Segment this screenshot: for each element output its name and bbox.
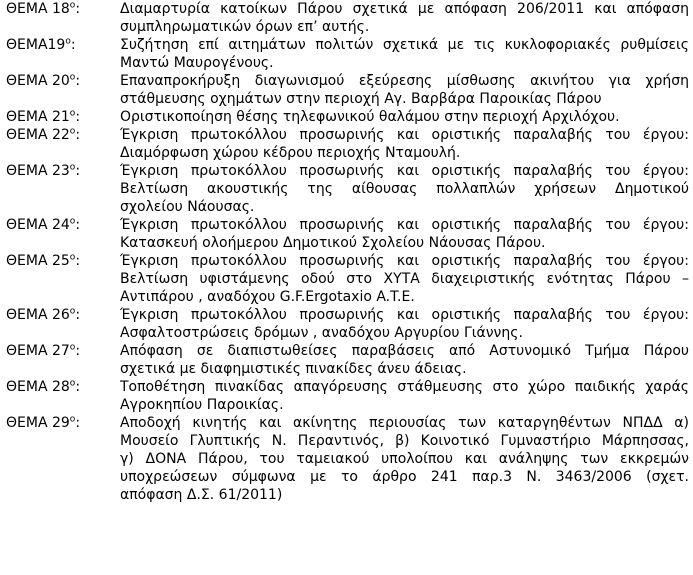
agenda-item	[6, 216, 689, 252]
item-number: ΘΕΜΑ 29	[6, 415, 70, 431]
label-colon: :	[75, 415, 81, 431]
item-number: ΘΕΜΑ19	[6, 37, 66, 53]
description-line: Μαντώ Μαυρογένους.	[120, 55, 274, 71]
description-line: Έγκριση πρωτοκόλλου προσωρινής και οριστικής παραλαβής του έργου:	[120, 217, 689, 233]
description-line: Διαμόρφωση χώρου κέδρου περιοχής Νταμουλή.	[120, 145, 461, 161]
description-line: Έγκριση πρωτοκόλλου προσωρινής και οριστικής παραλαβής του έργου:	[120, 253, 689, 269]
label-colon: :	[75, 379, 81, 395]
item-number: ΘΕΜΑ 27	[6, 343, 70, 359]
item-description	[120, 72, 689, 108]
item-label	[6, 252, 120, 270]
description-line: Βελτίωση ακουστικής της αίθουσας πολλαπλών χρήσεων Δημοτικού	[120, 181, 689, 197]
ordinal-marker: ο	[69, 72, 76, 83]
label-colon: :	[75, 217, 81, 233]
item-description	[120, 126, 689, 162]
ordinal-marker: ο	[69, 252, 76, 263]
description-line: Κατασκευή ολοήμερου Δημοτικού Σχολείου Νάουσας Πάρου.	[120, 235, 546, 251]
item-number: ΘΕΜΑ 21	[6, 109, 70, 125]
agenda-item	[6, 306, 689, 342]
description-line: Διαμαρτυρία κατοίκων Πάρου σχετικά με απόφαση 206/2011 και απόφαση	[120, 1, 689, 17]
item-label	[6, 36, 120, 54]
description-line: Αποδοχή κινητής και ακίνητης περιουσίας των καταργηθέντων ΝΠΔΔ α)	[120, 415, 689, 431]
agenda-item	[6, 414, 689, 504]
description-line: Μουσείο Γλυπτικής Ν. Περαντινός, β) Κοινοτικό Γυμναστήριο Μάρπησσας,	[120, 433, 689, 449]
item-description	[120, 162, 689, 216]
item-description	[120, 414, 689, 504]
label-colon: :	[75, 253, 81, 269]
description-line: Επαναπροκήρυξη διαγωνισμού εξεύρεσης μίσθωσης ακινήτου για χρήση	[120, 73, 689, 89]
description-line: Βελτίωση υφιστάμενης οδού στο ΧΥΤΑ διαχειριστικής ενότητας Πάρου –	[120, 271, 689, 287]
item-number: ΘΕΜΑ 25	[6, 253, 70, 269]
item-number: ΘΕΜΑ 26	[6, 307, 70, 323]
item-number: ΘΕΜΑ 22	[6, 127, 70, 143]
item-description	[120, 108, 689, 126]
item-number: ΘΕΜΑ 23	[6, 163, 70, 179]
label-colon: :	[75, 343, 81, 359]
description-line: Αγροκηπίου Παροικίας.	[120, 397, 284, 413]
label-colon: :	[75, 307, 81, 323]
item-label	[6, 162, 120, 180]
agenda-item	[6, 162, 689, 216]
ordinal-marker: ο	[65, 36, 71, 47]
item-description	[120, 252, 689, 306]
description-line: Έγκριση πρωτοκόλλου προσωρινής και οριστικής παραλαβής του έργου:	[120, 163, 689, 179]
agenda-item	[6, 0, 689, 36]
description-line: απόφαση Δ.Σ. 61/2011)	[120, 487, 283, 503]
item-description	[120, 0, 689, 36]
label-colon: :	[75, 73, 81, 89]
label-colon: :	[75, 109, 81, 125]
item-label	[6, 306, 120, 324]
ordinal-marker: ο	[69, 126, 76, 137]
item-description	[120, 36, 689, 72]
item-number: ΘΕΜΑ 28	[6, 379, 70, 395]
agenda-item	[6, 36, 689, 72]
description-line: συμπληρωματικών όρων επ’ αυτής.	[120, 19, 370, 35]
agenda-item	[6, 72, 689, 108]
item-label	[6, 108, 120, 126]
description-line: Συζήτηση επί αιτημάτων πολιτών σχετικά με τις κυκλοφοριακές ρυθμίσεις	[120, 37, 689, 53]
agenda-list	[6, 0, 689, 504]
agenda-item	[6, 252, 689, 306]
description-line: υποχρεώσεων σύμφωνα με το άρθρο 241 παρ.3 Ν. 3463/2006 (σχετ.	[120, 469, 689, 485]
ordinal-marker: ο	[69, 216, 76, 227]
item-number: ΘΕΜΑ 20	[6, 73, 70, 89]
description-line: σχολείου Νάουσας.	[120, 199, 255, 215]
item-label	[6, 378, 120, 396]
item-label	[6, 414, 120, 432]
agenda-item	[6, 126, 689, 162]
description-line: Αντιπάρου , αναδόχου G.F.Ergotaxio A.T.E.	[120, 289, 415, 305]
description-line: Απόφαση σε διαπιστωθείσες παραβάσεις από Αστυνομικό Τμήμα Πάρου	[120, 343, 689, 359]
ordinal-marker: ο	[69, 342, 76, 353]
description-line: Έγκριση πρωτοκόλλου προσωρινής και οριστικής παραλαβής του έργου:	[120, 307, 689, 323]
label-colon: :	[75, 1, 81, 17]
label-colon: :	[75, 163, 81, 179]
ordinal-marker: ο	[69, 414, 76, 425]
description-line: Ασφαλτοστρώσεις δρόμων , αναδόχου Αργυρίου Γιάννης.	[120, 325, 523, 341]
item-label	[6, 216, 120, 234]
agenda-item	[6, 108, 689, 126]
item-label	[6, 0, 120, 18]
label-colon: :	[75, 127, 81, 143]
description-line: σχετικά με διαφημιστικές πινακίδες άνευ άδειας.	[120, 361, 467, 377]
ordinal-marker: ο	[69, 378, 76, 389]
item-description	[120, 216, 689, 252]
item-number: ΘΕΜΑ 18	[6, 1, 70, 17]
description-line: στάθμευσης οχημάτων στην περιοχή Αγ. Βαρβάρα Παροικίας Πάρου	[120, 91, 602, 107]
item-number: ΘΕΜΑ 24	[6, 217, 70, 233]
description-line: Τοποθέτηση πινακίδας απαγόρευσης στάθμευσης στο χώρο παιδικής χαράς	[120, 379, 689, 395]
item-label	[6, 72, 120, 90]
item-label	[6, 126, 120, 144]
ordinal-marker: ο	[69, 0, 76, 11]
ordinal-marker: ο	[69, 162, 76, 173]
item-description	[120, 342, 689, 378]
agenda-item	[6, 342, 689, 378]
item-description	[120, 306, 689, 342]
ordinal-marker: ο	[69, 306, 76, 317]
item-description	[120, 378, 689, 414]
description-line: γ) ΔΟΝΑ Πάρου, του ταμειακού υπολοίπου και ανάληψης των εκκρεμών	[120, 451, 689, 467]
description-line: Οριστικοποίηση θέσης τηλεφωνικού θαλάμου στην περιοχή Αρχιλόχου.	[120, 109, 620, 125]
agenda-item	[6, 378, 689, 414]
item-label	[6, 342, 120, 360]
label-colon: :	[70, 37, 76, 53]
ordinal-marker: ο	[69, 108, 76, 119]
description-line: Έγκριση πρωτοκόλλου προσωρινής και οριστικής παραλαβής του έργου:	[120, 127, 689, 143]
